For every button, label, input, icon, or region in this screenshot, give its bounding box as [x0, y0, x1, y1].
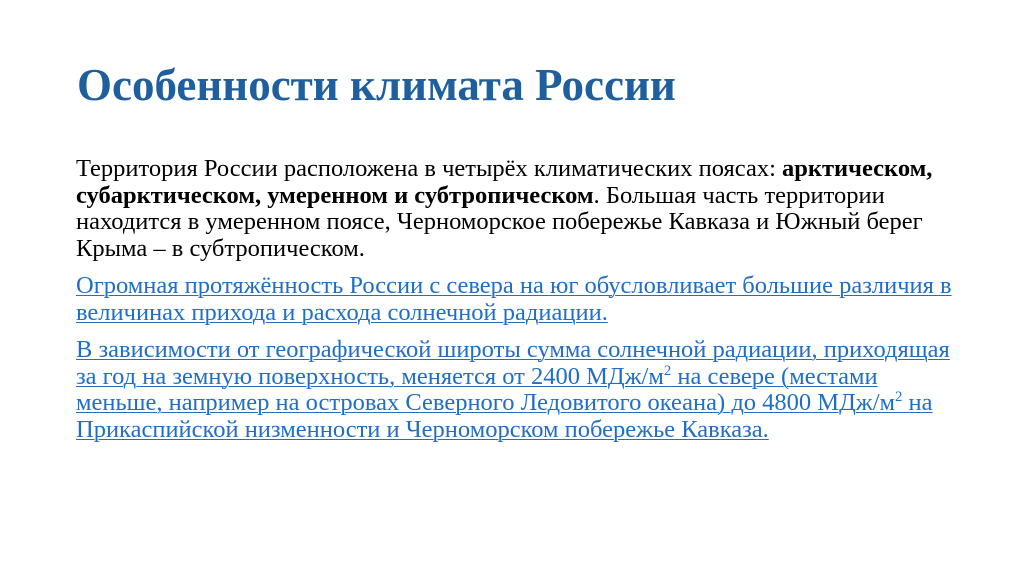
zones-tail-text: . Большая часть территории находится в умеренном поясе, Черноморское побережье Кавказа и Южный берег Крыма – в субтропическом. — [76, 181, 923, 262]
latitude-text-part1: В зависимости от географической широты сумма солнечной радиации, приходящая за год на земную поверхность, меняется от 2400 МДж/м — [76, 336, 950, 390]
superscript-2-second: 2 — [895, 388, 903, 405]
climate-zones-paragraph — [76, 156, 966, 262]
zones-intro-text: Территория России расположена в четырёх климатических поясах: — [76, 155, 783, 182]
radiation-latitude-link[interactable] — [76, 336, 950, 443]
radiation-differences-paragraph — [76, 273, 966, 326]
slide-title: Особенности климата России — [77, 60, 676, 110]
slide-body — [76, 156, 966, 454]
radiation-latitude-paragraph — [76, 337, 966, 443]
latitude-text-part2: на севере (местами меньше, например на островах Северного Ледовитого океана) до 4800 МДж/м — [76, 362, 896, 416]
radiation-differences-link[interactable]: Огромная протяжённость России с севера на юг обусловливает большие различия в величинах прихода и расхода солнечной радиации. — [76, 272, 952, 326]
zones-bold-list: арктическом, субарктическом, умеренном и субтропическом — [76, 155, 933, 209]
latitude-text-part3: на Прикаспийской низменности и Черноморском побережье Кавказа. — [76, 389, 933, 443]
superscript-2-first: 2 — [663, 362, 672, 379]
